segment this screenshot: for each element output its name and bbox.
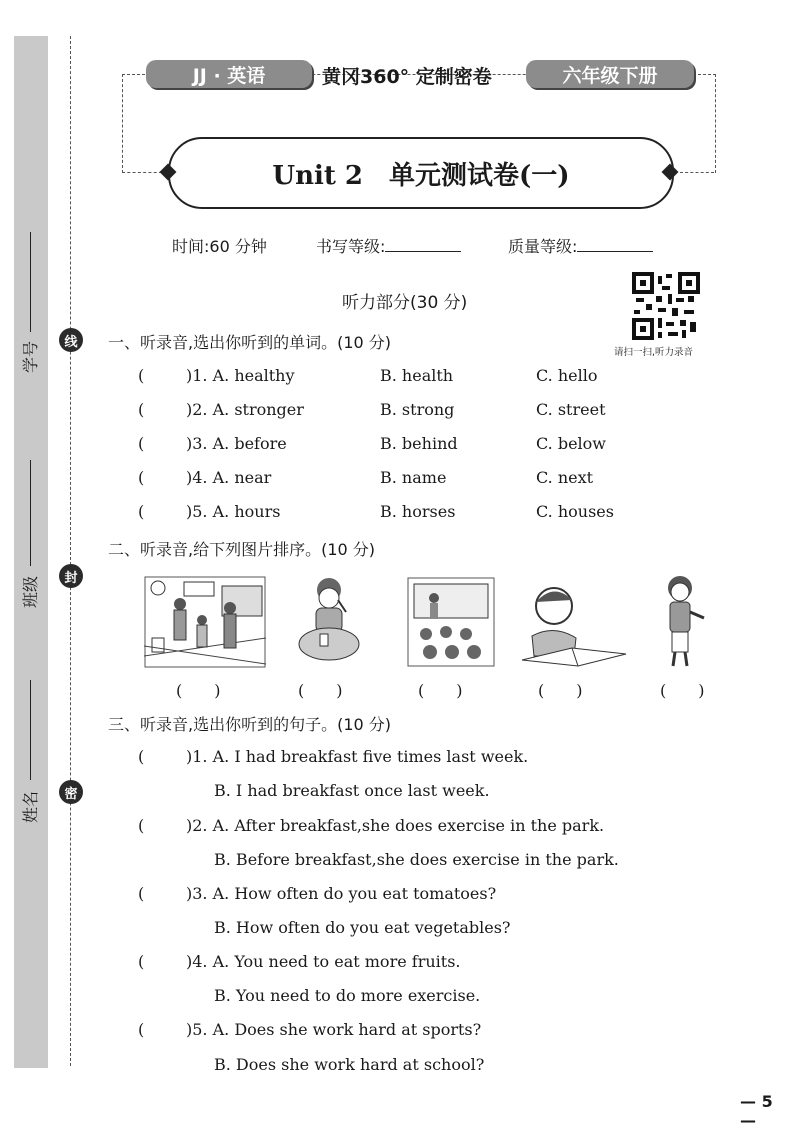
picture-boy-reading-icon [512, 576, 630, 668]
subject-badge: JJ · 英语 [146, 60, 312, 88]
cut-line [70, 36, 71, 1066]
part3-q1-a: )1. A. I had breakfast five times last week. [186, 747, 529, 766]
picture-4-answer[interactable]: ( ) [538, 681, 583, 700]
part3-heading: 三、听录音,选出你听到的句子。(10 分) [108, 715, 392, 734]
picture-girl-brushing-icon [294, 576, 364, 668]
part1-q4-c: C. next [536, 468, 594, 487]
answer-paren[interactable]: ( [138, 747, 145, 766]
part1-q5-b: B. horses [380, 502, 456, 521]
part1-q4-b: B. name [380, 468, 447, 487]
part3-q2-a: )2. A. After breakfast,she does exercise in the park. [186, 816, 605, 835]
part1-heading: 一、听录音,选出你听到的单词。(10 分) [108, 333, 392, 352]
answer-paren[interactable]: ( [138, 468, 145, 487]
answer-paren[interactable]: ( [138, 502, 145, 521]
name-label: 姓名 [20, 790, 40, 824]
answer-paren[interactable]: ( [138, 366, 145, 385]
qr-code-icon[interactable] [632, 272, 700, 340]
writing-grade: 书写等级: [316, 234, 461, 257]
picture-girl-walking-icon [656, 572, 712, 668]
seal-seal: 封 [59, 564, 83, 588]
student-no-line [30, 232, 31, 332]
answer-paren[interactable]: ( [138, 884, 145, 903]
binding-strip [14, 36, 48, 1068]
part1-q3-c: C. below [536, 434, 606, 453]
picture-3-answer[interactable]: ( ) [418, 681, 463, 700]
part1-q5-c: C. houses [536, 502, 614, 521]
class-line [30, 460, 31, 566]
part1-q1-c: C. hello [536, 366, 598, 385]
part1-q1: )1. A. healthy [186, 366, 295, 385]
part1-q3: )3. A. before [186, 434, 287, 453]
part1-q4: )4. A. near [186, 468, 272, 487]
part3-q5-a: )5. A. Does she work hard at sports? [186, 1020, 482, 1039]
answer-paren[interactable]: ( [138, 816, 145, 835]
grade-badge: 六年级下册 [526, 60, 694, 88]
picture-classroom-icon [406, 576, 496, 668]
writing-blank[interactable] [385, 237, 461, 252]
part3-q5-b: B. Does she work hard at school? [214, 1055, 485, 1074]
answer-paren[interactable]: ( [138, 400, 145, 419]
seal-secret: 密 [59, 780, 83, 804]
series-name: 黄冈360° 定制密卷 [322, 66, 492, 88]
answer-paren[interactable]: ( [138, 1020, 145, 1039]
student-no-label: 学号 [20, 340, 40, 374]
seal-line: 线 [59, 328, 83, 352]
class-label: 班级 [20, 575, 40, 609]
part3-q4-b: B. You need to do more exercise. [214, 986, 481, 1005]
page-title: Unit 2 单元测试卷(一) [272, 160, 570, 191]
part1-q2: )2. A. stronger [186, 400, 304, 419]
part2-heading: 二、听录音,给下列图片排序。(10 分) [108, 540, 376, 559]
part3-q3-a: )3. A. How often do you eat tomatoes? [186, 884, 497, 903]
picture-1-answer[interactable]: ( ) [176, 681, 221, 700]
part3-q2-b: B. Before breakfast,she does exercise in the park. [214, 850, 619, 869]
picture-2-answer[interactable]: ( ) [298, 681, 343, 700]
part1-q2-b: B. strong [380, 400, 455, 419]
picture-5-answer[interactable]: ( ) [660, 681, 705, 700]
part1-q5: )5. A. hours [186, 502, 281, 521]
part3-q3-b: B. How often do you eat vegetables? [214, 918, 511, 937]
time-info: 时间:60 分钟 [172, 237, 267, 256]
quality-grade: 质量等级: [508, 234, 653, 257]
page-number: — 5 — [740, 1092, 773, 1130]
part1-q3-b: B. behind [380, 434, 458, 453]
name-line [30, 680, 31, 780]
answer-paren[interactable]: ( [138, 434, 145, 453]
quality-blank[interactable] [577, 237, 653, 252]
picture-kitchen-icon [144, 576, 266, 668]
part3-q4-a: )4. A. You need to eat more fruits. [186, 952, 461, 971]
part3-q1-b: B. I had breakfast once last week. [214, 781, 490, 800]
qr-note: 请扫一扫,听力录音 [614, 347, 694, 358]
listening-title: 听力部分(30 分) [342, 293, 468, 313]
title-line-left [122, 172, 162, 173]
part1-q1-b: B. health [380, 366, 454, 385]
part1-q2-c: C. street [536, 400, 606, 419]
title-line-right [680, 172, 714, 173]
title-box [168, 137, 674, 209]
answer-paren[interactable]: ( [138, 952, 145, 971]
